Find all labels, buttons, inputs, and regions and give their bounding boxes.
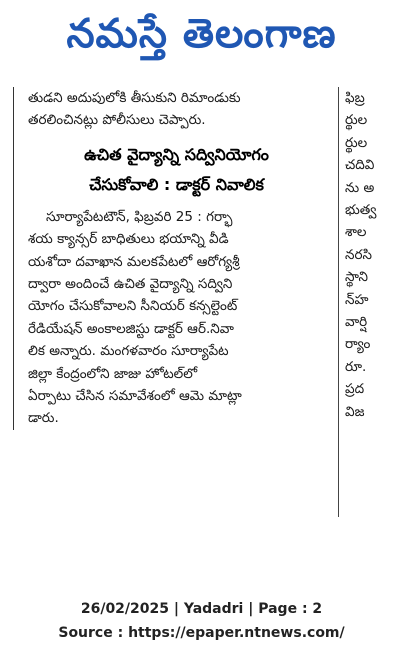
intro-line: తుడని అదుపులోకి తీసుకుని రిమాండుకు [28, 90, 241, 106]
adjacent-line: విజ [345, 403, 365, 420]
intro-line: తరలించినట్లు పోలీసులు చెప్పారు. [28, 112, 206, 129]
column-divider [338, 87, 339, 517]
body-line: యశోదా దవాఖాన మలకపేటలో ఆరోగ్యశ్రీ [28, 253, 240, 270]
adjacent-line: స్థాని [345, 269, 368, 286]
body-line: లిక అన్నారు. మంగళవారం సూర్యాపేట [28, 343, 229, 360]
body-line: ఏర్పాటు చేసిన సమావేశంలో ఆమె మాట్లా [28, 388, 242, 405]
adjacent-line: ప్రద [345, 381, 365, 398]
edition-info: 26/02/2025 | Yadadri | Page : 2 [80, 601, 323, 617]
adjacent-line: ర్థుల [345, 134, 368, 151]
body-line: శయ క్యాన్సర్ బాధితులు భయాన్ని వీడి [28, 231, 229, 248]
masthead [0, 0, 403, 78]
headline-line: ఉచిత వైద్యాన్ని సద్వినియోగం [84, 144, 269, 164]
adjacent-line: చదివి [345, 157, 375, 174]
body-line: యోగం చేసుకోవాలని సీనియర్ కన్సల్టెంట్ [28, 298, 238, 315]
adjacent-column [345, 87, 403, 423]
body-line: రేడియేషన్ అంకాలజిస్టు డాక్టర్ ఆర్.నివా [28, 320, 234, 337]
adjacent-line: శాల [345, 224, 367, 241]
newspaper-clipping [0, 87, 403, 517]
adjacent-line: న్‌హ [345, 291, 369, 308]
adjacent-line: ఫిబ్ర [345, 90, 365, 106]
headline-line: చేసుకోవాలి : డాక్టర్ నివాలిక [89, 174, 264, 194]
newspaper-title: నమస్తే తెలంగాణ [66, 11, 337, 57]
adjacent-line: నరసి [345, 246, 372, 263]
adjacent-line: భుత్వ [345, 202, 377, 219]
article-column [13, 87, 339, 430]
source-link[interactable]: Source : https://epaper.ntnews.com/ [58, 625, 345, 641]
adjacent-line: వార్షి [345, 314, 368, 331]
article-headline [14, 140, 339, 200]
body-line: జిల్లా కేంద్రంలోని జాజు హోటల్‌లో [28, 365, 198, 382]
body-line: డారు. [28, 410, 59, 427]
article-body [14, 206, 339, 430]
adjacent-line: రూ. [345, 358, 367, 375]
body-line: సూర్యాపేటటౌన్, ఫిబ్రవరి 25 : గర్భా [46, 208, 233, 225]
body-line: ద్వారా అందించే ఉచిత వైద్యాన్ని సద్విని [28, 276, 233, 293]
adjacent-line: ను అ [345, 179, 375, 196]
adjacent-line: ర్యాం [345, 336, 371, 353]
adjacent-line: ర్థుల [345, 112, 368, 129]
